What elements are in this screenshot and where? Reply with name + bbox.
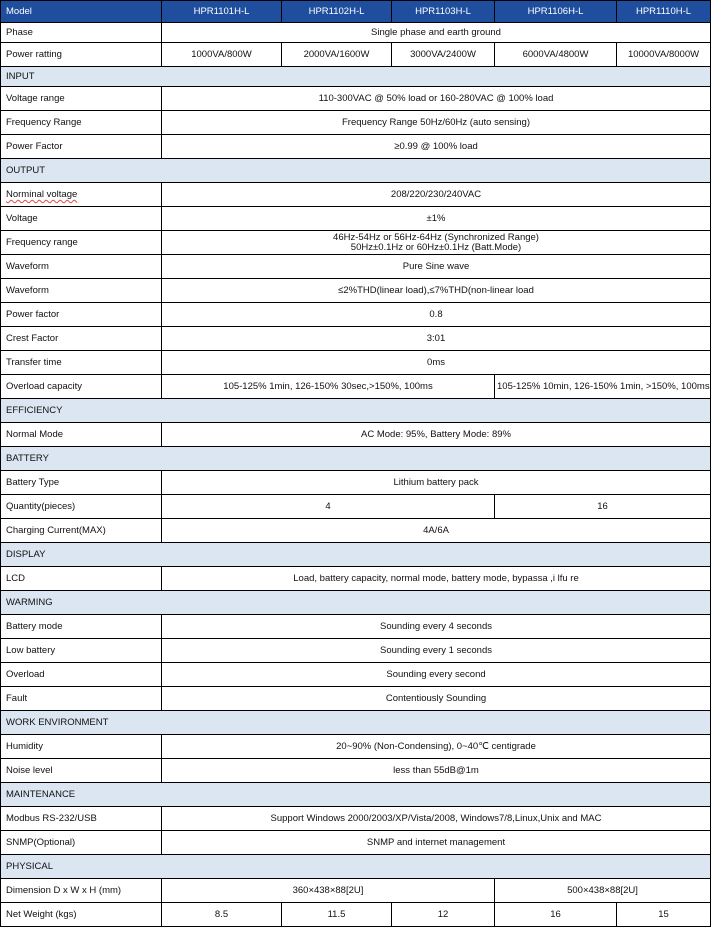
net-weight-value: 16 [495,903,617,927]
voltage-value: ±1% [162,207,711,231]
table-row [1,831,711,855]
model-header-cell: HPR1103H-L [392,1,495,23]
section-title: DISPLAY [1,543,711,567]
fault-value: Contentiously Sounding [162,687,711,711]
row-label-nominal-voltage: Norminal voltage [6,189,78,200]
net-weight-value: 8.5 [162,903,282,927]
row-label-voltage-range: Voltage range [1,87,162,111]
snmp-value: SNMP and internet management [162,831,711,855]
section-title: WARMING [1,591,711,615]
row-label-noise-level: Noise level [1,759,162,783]
row-label-low-battery: Low battery [1,639,162,663]
voltage-range-value: 110-300VAC @ 50% load or 160-280VAC @ 100% load [162,87,711,111]
battery-mode-value: Sounding every 4 seconds [162,615,711,639]
transfer-time-value: 0ms [162,351,711,375]
table-row [1,351,711,375]
section-title: BATTERY [1,447,711,471]
output-power-factor-value: 0.8 [162,303,711,327]
modbus-value: Support Windows 2000/2003/XP/Vista/2008, Windows7/8,Linux,Unix and MAC [162,807,711,831]
row-label-overload-capacity: Overload capacity [1,375,162,399]
row-label-modbus: Modbus RS-232/USB [1,807,162,831]
table-row [1,87,711,111]
table-row [1,327,711,351]
overload-value: Sounding every second [162,663,711,687]
table-row [1,375,711,399]
row-label-quantity: Quantity(pieces) [1,495,162,519]
table-row [1,111,711,135]
power-rating-value: 1000VA/800W [162,43,282,67]
row-label-humidity: Humidity [1,735,162,759]
row-label-frequency-range: Frequency Range [1,111,162,135]
row-label-transfer-time: Transfer time [1,351,162,375]
charging-current-value: 4A/6A [162,519,711,543]
table-row [1,23,711,43]
section-row-display [1,543,711,567]
table-row [1,519,711,543]
section-row-efficiency [1,399,711,423]
section-row-work-environment [1,711,711,735]
model-header-cell: HPR1106H-L [495,1,617,23]
table-row [1,207,711,231]
power-rating-value: 6000VA/4800W [495,43,617,67]
row-label-power-factor: Power Factor [1,135,162,159]
table-row [1,663,711,687]
model-header-cell: HPR1110H-L [617,1,711,23]
nominal-voltage-value: 208/220/230/240VAC [162,183,711,207]
phase-value: Single phase and earth ground [162,23,711,43]
section-title: EFFICIENCY [1,399,711,423]
section-row-physical [1,855,711,879]
battery-type-value: Lithium battery pack [162,471,711,495]
power-rating-value: 10000VA/8000W [617,43,711,67]
crest-factor-value: 3:01 [162,327,711,351]
table-row [1,303,711,327]
overload-capacity-value: 105-125% 1min, 126-150% 30sec,>150%, 100ms [162,375,495,399]
row-label-net-weight: Net Weight (kgs) [1,903,162,927]
table-row [1,759,711,783]
net-weight-value: 11.5 [282,903,392,927]
table-row [1,183,711,207]
row-label-power-rating: Power ratting [1,43,162,67]
output-frequency-line: 46Hz-54Hz or 56Hz-64Hz (Synchronized Range) [333,231,539,243]
row-label-output-frequency: Frequency range [1,231,162,255]
row-label-fault: Fault [1,687,162,711]
row-label-snmp: SNMP(Optional) [1,831,162,855]
row-label-crest-factor: Crest Factor [1,327,162,351]
net-weight-value: 15 [617,903,711,927]
dimension-value: 500×438×88[2U] [495,879,711,903]
table-row [1,567,711,591]
humidity-value: 20~90% (Non-Condensing), 0~40℃ centigrade [162,735,711,759]
table-row [1,687,711,711]
quantity-value: 16 [495,495,711,519]
model-header-cell: HPR1101H-L [162,1,282,23]
noise-level-value: less than 55dB@1m [162,759,711,783]
row-label-phase: Phase [1,23,162,43]
table-row [1,255,711,279]
table-row [1,279,711,303]
row-label-waveform-thd: Waveform [1,279,162,303]
table-row [1,639,711,663]
row-label-battery-mode: Battery mode [1,615,162,639]
net-weight-value: 12 [392,903,495,927]
table-header-row [1,1,711,23]
power-rating-value: 3000VA/2400W [392,43,495,67]
waveform-value: Pure Sine wave [162,255,711,279]
row-label-battery-type: Battery Type [1,471,162,495]
table-row [1,735,711,759]
output-frequency-line: 50Hz±0.1Hz or 60Hz±0.1Hz (Batt.Mode) [350,241,522,253]
overload-capacity-value: 105-125% 10min, 126-150% 1min, >150%, 100ms [495,375,711,399]
table-row [1,231,711,255]
frequency-range-value: Frequency Range 50Hz/60Hz (auto sensing) [162,111,711,135]
section-row-maintenance [1,783,711,807]
section-row-battery [1,447,711,471]
section-title: INPUT [1,67,711,87]
row-label-lcd: LCD [1,567,162,591]
model-header-label: Model [1,1,162,23]
table-row [1,615,711,639]
table-row [1,903,711,927]
lcd-value: Load, battery capacity, normal mode, battery mode, bypassa ,i lfu re [162,567,711,591]
model-header-cell: HPR1102H-L [282,1,392,23]
power-factor-value: ≥0.99 @ 100% load [162,135,711,159]
row-label-voltage: Voltage [1,207,162,231]
row-label-dimension: Dimension D x W x H (mm) [1,879,162,903]
section-row-output [1,159,711,183]
table-row [1,807,711,831]
section-title: PHYSICAL [1,855,711,879]
table-row [1,495,711,519]
waveform-thd-value: ≤2%THD(linear load),≤7%THD(non-linear load [162,279,711,303]
power-rating-value: 2000VA/1600W [282,43,392,67]
section-title: OUTPUT [1,159,711,183]
table-row [1,879,711,903]
section-row-input [1,67,711,87]
row-label-charging-current: Charging Current(MAX) [1,519,162,543]
table-row [1,423,711,447]
quantity-value: 4 [162,495,495,519]
table-row [1,471,711,495]
dimension-value: 360×438×88[2U] [162,879,495,903]
section-title: WORK ENVIRONMENT [1,711,711,735]
row-label-normal-mode: Normal Mode [1,423,162,447]
table-row [1,43,711,67]
row-label-overload: Overload [1,663,162,687]
row-label-waveform: Waveform [1,255,162,279]
row-label-output-power-factor: Power factor [1,303,162,327]
low-battery-value: Sounding every 1 seconds [162,639,711,663]
section-title: MAINTENANCE [1,783,711,807]
section-row-warming [1,591,711,615]
table-row [1,135,711,159]
normal-mode-value: AC Mode: 95%, Battery Mode: 89% [162,423,711,447]
